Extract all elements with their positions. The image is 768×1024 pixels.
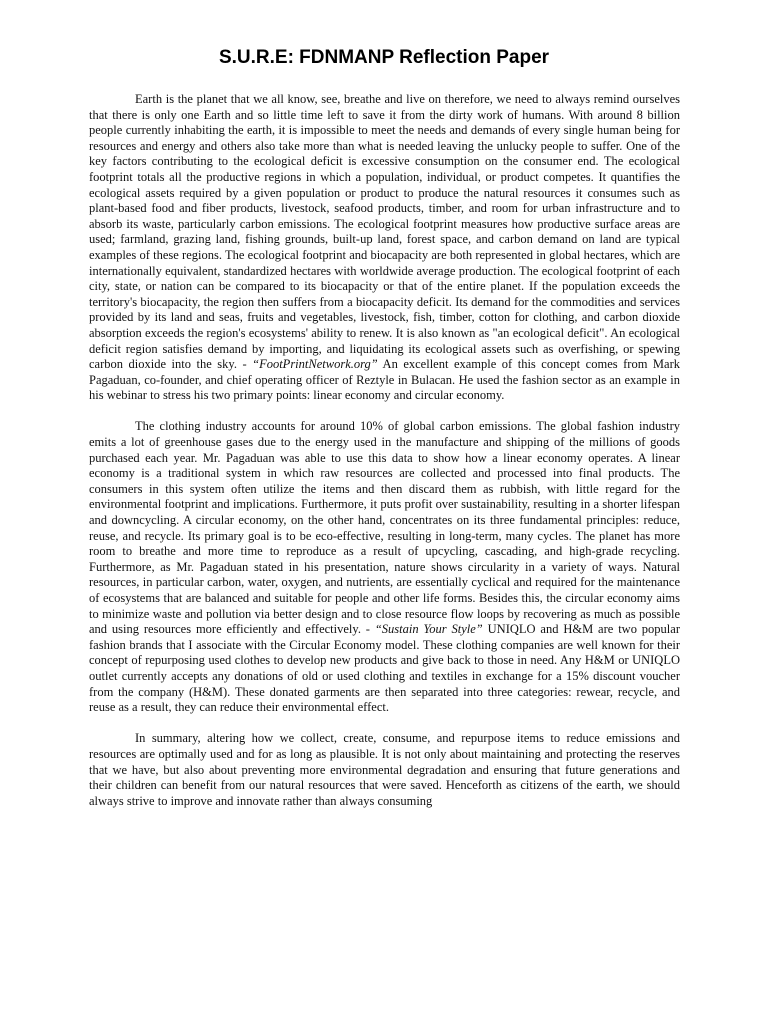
page-title: S.U.R.E: FDNMANP Reflection Paper — [218, 47, 550, 68]
paragraph-3-text: In summary, altering how we collect, create, consume, and repurpose items to reduce emissions and resources are optimally used and for as long as plausible. It is not only about maintaining and protecting the reserves that we have, but also about preventing more environmental degradation and ensuring that future generations and their children can benefit from our natural resources that were saved. Henceforth as citizens of the earth, we should always strive to improve and innovate rather than always consuming — [89, 731, 680, 808]
paragraph-1-text: Earth is the planet that we all know, see, breathe and live on therefore, we need to always remind ourselves that there is only one Earth and so little time left to save it from the dirty work of humans. With around 8 billion people currently inhabiting the earth, it is impossible to meet the needs and demands of every single human being for resources and energy and others also take more than what is needed leaving the unlucky people to suffer. One of the key factors contributing to the ecological deficit is excessive consumption on the consumer end. The ecological footprint totals all the productive regions in which a population, individual, or product competes. It quantifies the ecological assets required by a given population or product to produce the natural resources it consumes such as plant-based food and fiber products, livestock, seafood products, timber, and room for urban infrastructure and to absorb its waste, particularly carbon emissions. The ecological footprint measures how productive surface areas are used; farmland, grazing land, fishing grounds, built-up land, forest space, and carbon demand on land are typical examples of these regions. The ecological footprint and biocapacity are both represented in global hectares, which are internationally equivalent, standardized hectares with worldwide average production. The ecological footprint of each city, state, or nation can be compared to its biocapacity or that of the entire planet. If the population exceeds the territory's biocapacity, the region then suffers from a biocapacity deficit. Its demand for the commodities and services provided by its land and seas, fruits and vegetables, livestock, fish, timber, cotton for clothing, and carbon dioxide absorption exceeds the region's ecosystems' ability to renew. It is also known as "an ecological deficit". An ecological deficit region satisfies demand by importing, and liquidating its ecological assets such as overfishing, or spewing carbon dioxide into the sky. - — [89, 92, 680, 372]
paragraph-clothing-industry — [89, 419, 680, 715]
paragraph-summary — [89, 731, 680, 809]
paragraph-2-continuation: UNIQLO and H&M are two popular fashion brands that I associate with the Circular Economy model. These clothing companies are well known for their concept of repurposing used clothes to develop new products and give back to those in need. Any H&M or UNIQLO outlet currently accepts any donations of old or used clothing and textiles in exchange for a 15% discount voucher from the company (H&M). These donated garments are then separated into three categories: rewear, recycle, and reuse as a result, they can reduce their environmental effect. — [89, 622, 680, 715]
paragraph-ecological-footprint — [89, 92, 680, 404]
citation-footprint-network: “FootPrintNetwork.org” — [252, 357, 378, 372]
paragraph-1-continuation: An excellent example of this concept comes from Mark Pagaduan, co-founder, and chief operating officer of Reztyle in Bulacan. He used the fashion sector as an example in his webinar to stress his two primary points: linear economy and circular economy. — [89, 357, 680, 403]
document-body — [89, 92, 680, 825]
paragraph-2-text: The clothing industry accounts for around 10% of global carbon emissions. The global fashion industry emits a lot of greenhouse gases due to the energy used in the manufacture and shipping of the millions of goods purchased each year. Mr. Pagaduan was able to use this data to show how a linear economy operates. A linear economy is a traditional system in which raw resources are collected and processed into final products. The consumers in this system often utilize the items and then discard them as rubbish, with little regard for the environmental footprint and implications. Furthermore, it puts profit over sustainability, resulting in a shorter lifespan and downcycling. A circular economy, on the other hand, concentrates on its three fundamental principles: reduce, reuse, and recycle. Its primary goal is to be eco-effective, resulting in long-term, many cycles. The planet has more room to breathe and more time to reproduce as a result of upcycling, cascading, and high-grade recycling. Furthermore, as Mr. Pagaduan stated in his presentation, nature shows circularity in a variety of ways. Natural resources, in particular carbon, water, oxygen, and nutrients, are essentially cyclical and required for the maintenance of ecosystems that are balanced and suitable for people and other life forms. Besides this, the circular economy aims to minimize waste and pollution via better design and to close resource flow loops by recovering as much as possible and using resources more efficiently and effectively. - — [89, 419, 680, 637]
citation-sustain-your-style: “Sustain Your Style” — [374, 622, 483, 637]
